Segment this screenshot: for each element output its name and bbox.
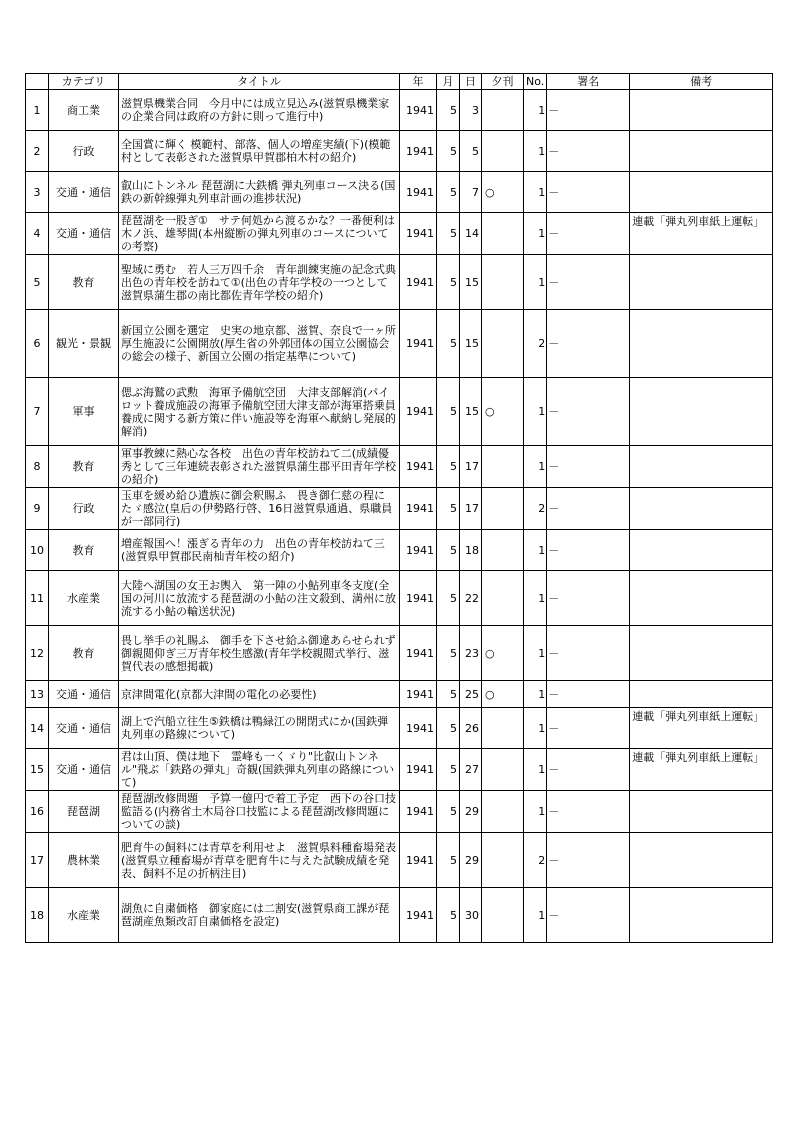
cell-year: 1941 (400, 378, 437, 446)
cell-index: 5 (26, 255, 49, 310)
cell-note: 連載「弾丸列車紙上運転」 (630, 749, 773, 791)
cell-title: 肥育牛の飼料には青草を利用せよ 滋賀県料種畜場発表(滋賀県立種畜場が青草を肥育牛に与えた試験成績を発表、飼料不足の折柄注目) (119, 833, 400, 888)
header-index (26, 74, 49, 90)
table-row (26, 131, 773, 172)
cell-evening (482, 888, 524, 943)
cell-signature: － (547, 378, 630, 446)
cell-note (630, 888, 773, 943)
cell-evening (482, 530, 524, 571)
cell-evening: ○ (482, 172, 524, 213)
table-row (26, 255, 773, 310)
cell-signature: － (547, 791, 630, 833)
cell-title: 滋賀県機業合同 今月中には成立見込み(滋賀県機業家の企業合同は政府の方針に則って進行中) (119, 90, 400, 131)
cell-title: 偲ぶ海鷲の武勲 海軍予備航空団 大津支部解消(パイロット養成施設の海軍予備航空団大津支部が海軍搭乗員養成に関する新方策に伴い施設等を海軍へ献納し発展的解消) (119, 378, 400, 446)
table-row (26, 530, 773, 571)
cell-no: 1 (524, 791, 547, 833)
cell-index: 8 (26, 446, 49, 488)
cell-index: 13 (26, 681, 49, 708)
cell-evening (482, 310, 524, 378)
cell-signature: － (547, 681, 630, 708)
cell-no: 1 (524, 378, 547, 446)
cell-signature: － (547, 172, 630, 213)
cell-month: 5 (437, 571, 460, 626)
header-no: No. (524, 74, 547, 90)
cell-title: 畏し挙手の礼賜ふ 御手を下させ給ふ御違あらせられず 御親閲仰ぎ三万青年校生感激(青年学校親閲式挙行、滋賀代表の感想掲載) (119, 626, 400, 681)
cell-note (630, 172, 773, 213)
cell-note (630, 378, 773, 446)
cell-category: 軍事 (49, 378, 119, 446)
cell-day: 15 (460, 255, 482, 310)
cell-title: 京津間電化(京都大津間の電化の必要性) (119, 681, 400, 708)
cell-note (630, 681, 773, 708)
cell-signature: － (547, 213, 630, 255)
cell-note: 連載「弾丸列車紙上運転」 (630, 213, 773, 255)
cell-year: 1941 (400, 791, 437, 833)
cell-evening (482, 749, 524, 791)
cell-category: 教育 (49, 446, 119, 488)
cell-category: 商工業 (49, 90, 119, 131)
cell-evening: ○ (482, 681, 524, 708)
cell-evening (482, 255, 524, 310)
cell-category: 行政 (49, 131, 119, 172)
header-note: 備考 (630, 74, 773, 90)
cell-day: 26 (460, 708, 482, 749)
cell-evening: ○ (482, 626, 524, 681)
cell-category: 教育 (49, 530, 119, 571)
cell-category: 教育 (49, 626, 119, 681)
cell-day: 3 (460, 90, 482, 131)
cell-month: 5 (437, 488, 460, 530)
cell-evening (482, 488, 524, 530)
cell-index: 18 (26, 888, 49, 943)
cell-title: 湖魚に自粛価格 御家庭には二割安(滋賀県商工課が琵琶湖産魚類改訂自粛価格を設定) (119, 888, 400, 943)
cell-month: 5 (437, 310, 460, 378)
cell-title: 琵琶湖を一股ぎ① サテ何処から渡るかな？一番便利は木ノ浜、雄琴間(本州縦断の弾丸列車のコースについての考察) (119, 213, 400, 255)
cell-category: 教育 (49, 255, 119, 310)
cell-signature: － (547, 749, 630, 791)
table-row (26, 888, 773, 943)
cell-no: 1 (524, 571, 547, 626)
cell-category: 琵琶湖 (49, 791, 119, 833)
cell-month: 5 (437, 378, 460, 446)
table-row (26, 791, 773, 833)
cell-year: 1941 (400, 213, 437, 255)
table-row (26, 446, 773, 488)
cell-note (630, 626, 773, 681)
cell-day: 14 (460, 213, 482, 255)
cell-year: 1941 (400, 310, 437, 378)
cell-category: 行政 (49, 488, 119, 530)
cell-year: 1941 (400, 172, 437, 213)
cell-evening (482, 446, 524, 488)
header-signature: 署名 (547, 74, 630, 90)
cell-day: 17 (460, 488, 482, 530)
table-row (26, 488, 773, 530)
table-row (26, 708, 773, 749)
cell-no: 2 (524, 488, 547, 530)
cell-evening (482, 708, 524, 749)
cell-month: 5 (437, 90, 460, 131)
cell-month: 5 (437, 530, 460, 571)
cell-index: 7 (26, 378, 49, 446)
article-table (25, 73, 773, 943)
cell-day: 15 (460, 378, 482, 446)
cell-signature: － (547, 255, 630, 310)
cell-index: 2 (26, 131, 49, 172)
cell-index: 16 (26, 791, 49, 833)
cell-title: 大陸へ湖国の女王お輿入 第一陣の小鮎列車冬支度(全国の河川に放流する琵琶湖の小鮎の注文殺到、満州に放流する小鮎の輸送状況) (119, 571, 400, 626)
cell-signature: － (547, 626, 630, 681)
cell-year: 1941 (400, 90, 437, 131)
cell-note (630, 833, 773, 888)
cell-index: 6 (26, 310, 49, 378)
cell-no: 1 (524, 708, 547, 749)
cell-evening (482, 213, 524, 255)
cell-no: 1 (524, 213, 547, 255)
cell-day: 25 (460, 681, 482, 708)
cell-note (630, 791, 773, 833)
table-row (26, 90, 773, 131)
cell-category: 農林業 (49, 833, 119, 888)
cell-day: 30 (460, 888, 482, 943)
cell-month: 5 (437, 131, 460, 172)
cell-day: 17 (460, 446, 482, 488)
cell-year: 1941 (400, 530, 437, 571)
cell-year: 1941 (400, 626, 437, 681)
cell-category: 交通・通信 (49, 172, 119, 213)
cell-index: 11 (26, 571, 49, 626)
cell-evening (482, 571, 524, 626)
header-day: 日 (460, 74, 482, 90)
cell-title: 叡山にトンネル 琵琶湖に大鉄橋 弾丸列車コース決る(国鉄の新幹線弾丸列車計画の進捗状況) (119, 172, 400, 213)
cell-index: 10 (26, 530, 49, 571)
cell-note (630, 310, 773, 378)
cell-day: 23 (460, 626, 482, 681)
cell-year: 1941 (400, 446, 437, 488)
table-row (26, 833, 773, 888)
cell-title: 軍事教練に熱心な各校 出色の青年校訪ねて二(成績優秀として三年連続表彰された滋賀県蒲生郡平田青年学校の紹介) (119, 446, 400, 488)
cell-note (630, 446, 773, 488)
cell-category: 水産業 (49, 888, 119, 943)
cell-day: 29 (460, 791, 482, 833)
cell-no: 1 (524, 681, 547, 708)
cell-year: 1941 (400, 571, 437, 626)
cell-evening (482, 791, 524, 833)
cell-note (630, 530, 773, 571)
cell-index: 14 (26, 708, 49, 749)
cell-day: 18 (460, 530, 482, 571)
header-year: 年 (400, 74, 437, 90)
cell-title: 新国立公園を選定 史実の地京都、滋賀、奈良で一ヶ所 厚生施設に公園開放(厚生省の外郭団体の国立公園協会の総会の様子、新国立公園の指定基準について) (119, 310, 400, 378)
cell-month: 5 (437, 626, 460, 681)
cell-category: 観光・景観 (49, 310, 119, 378)
cell-no: 1 (524, 172, 547, 213)
header-row (26, 74, 773, 90)
cell-category: 交通・通信 (49, 213, 119, 255)
table-row (26, 172, 773, 213)
cell-title: 増産報国へ！漲ぎる青年の力 出色の青年校訪ねて三(滋賀県甲賀郡民南杣青年校の紹介) (119, 530, 400, 571)
cell-year: 1941 (400, 749, 437, 791)
cell-index: 9 (26, 488, 49, 530)
cell-category: 交通・通信 (49, 708, 119, 749)
cell-month: 5 (437, 749, 460, 791)
cell-signature: － (547, 833, 630, 888)
cell-signature: － (547, 708, 630, 749)
cell-evening (482, 90, 524, 131)
header-month: 月 (437, 74, 460, 90)
cell-month: 5 (437, 681, 460, 708)
cell-note (630, 571, 773, 626)
table-row (26, 213, 773, 255)
cell-month: 5 (437, 255, 460, 310)
cell-month: 5 (437, 172, 460, 213)
cell-month: 5 (437, 888, 460, 943)
table-row (26, 681, 773, 708)
table-row (26, 310, 773, 378)
cell-year: 1941 (400, 833, 437, 888)
cell-index: 1 (26, 90, 49, 131)
cell-note (630, 131, 773, 172)
cell-no: 1 (524, 131, 547, 172)
cell-title: 聖域に勇む 若人三万四千余 青年訓練実施の記念式典 出色の青年校を訪ねて①(出色の青年学校の一つとして滋賀県蒲生郡の南比都佐青年学校の紹介) (119, 255, 400, 310)
cell-no: 1 (524, 626, 547, 681)
cell-category: 水産業 (49, 571, 119, 626)
cell-signature: － (547, 90, 630, 131)
cell-year: 1941 (400, 488, 437, 530)
cell-category: 交通・通信 (49, 749, 119, 791)
cell-signature: － (547, 131, 630, 172)
cell-day: 29 (460, 833, 482, 888)
header-category: カテゴリ (49, 74, 119, 90)
cell-no: 2 (524, 310, 547, 378)
cell-title: 全国賞に輝く 模範村、部落、個人の増産実績(下)(模範村として表彰された滋賀県甲賀郡柏木村の紹介) (119, 131, 400, 172)
table-row (26, 749, 773, 791)
header-title: タイトル (119, 74, 400, 90)
cell-note (630, 255, 773, 310)
table-row (26, 378, 773, 446)
cell-category: 交通・通信 (49, 681, 119, 708)
cell-year: 1941 (400, 708, 437, 749)
cell-month: 5 (437, 708, 460, 749)
cell-index: 4 (26, 213, 49, 255)
cell-day: 22 (460, 571, 482, 626)
cell-year: 1941 (400, 681, 437, 708)
cell-day: 15 (460, 310, 482, 378)
table-row (26, 626, 773, 681)
cell-no: 1 (524, 255, 547, 310)
cell-no: 2 (524, 833, 547, 888)
cell-day: 27 (460, 749, 482, 791)
cell-month: 5 (437, 213, 460, 255)
cell-no: 1 (524, 888, 547, 943)
cell-no: 1 (524, 90, 547, 131)
cell-month: 5 (437, 446, 460, 488)
article-index-sheet (25, 73, 773, 943)
cell-title: 玉車を緩め給ひ遺族に御会釈賜ふ 畏き御仁慈の程にたゞ感泣(皇后の伊勢路行啓、16日滋賀県通過、県職員が一部同行) (119, 488, 400, 530)
cell-year: 1941 (400, 131, 437, 172)
cell-no: 1 (524, 530, 547, 571)
cell-month: 5 (437, 833, 460, 888)
cell-evening (482, 833, 524, 888)
cell-note (630, 90, 773, 131)
cell-index: 12 (26, 626, 49, 681)
cell-month: 5 (437, 791, 460, 833)
cell-evening: ○ (482, 378, 524, 446)
cell-title: 君は山頂、僕は地下 霊峰も一くゞり"比叡山トンネル"飛ぶ「鉄路の弾丸」奇観(国鉄弾丸列車の路線について) (119, 749, 400, 791)
cell-year: 1941 (400, 255, 437, 310)
cell-index: 17 (26, 833, 49, 888)
cell-note (630, 488, 773, 530)
cell-day: 7 (460, 172, 482, 213)
cell-signature: － (547, 530, 630, 571)
cell-no: 1 (524, 446, 547, 488)
cell-index: 3 (26, 172, 49, 213)
cell-note: 連載「弾丸列車紙上運転」 (630, 708, 773, 749)
cell-signature: － (547, 446, 630, 488)
cell-title: 湖上で汽船立往生⑤鉄橋は鴨緑江の開閉式にか(国鉄弾丸列車の路線について) (119, 708, 400, 749)
cell-evening (482, 131, 524, 172)
header-evening: 夕刊 (482, 74, 524, 90)
cell-title: 琵琶湖改修問題 予算一億円で着工予定 西下の谷口技監語る(内務省土木局谷口技監による琵琶湖改修問題についての談) (119, 791, 400, 833)
cell-signature: － (547, 310, 630, 378)
cell-day: 5 (460, 131, 482, 172)
cell-year: 1941 (400, 888, 437, 943)
cell-no: 1 (524, 749, 547, 791)
cell-signature: － (547, 488, 630, 530)
cell-signature: － (547, 888, 630, 943)
cell-signature: － (547, 571, 630, 626)
cell-index: 15 (26, 749, 49, 791)
table-row (26, 571, 773, 626)
